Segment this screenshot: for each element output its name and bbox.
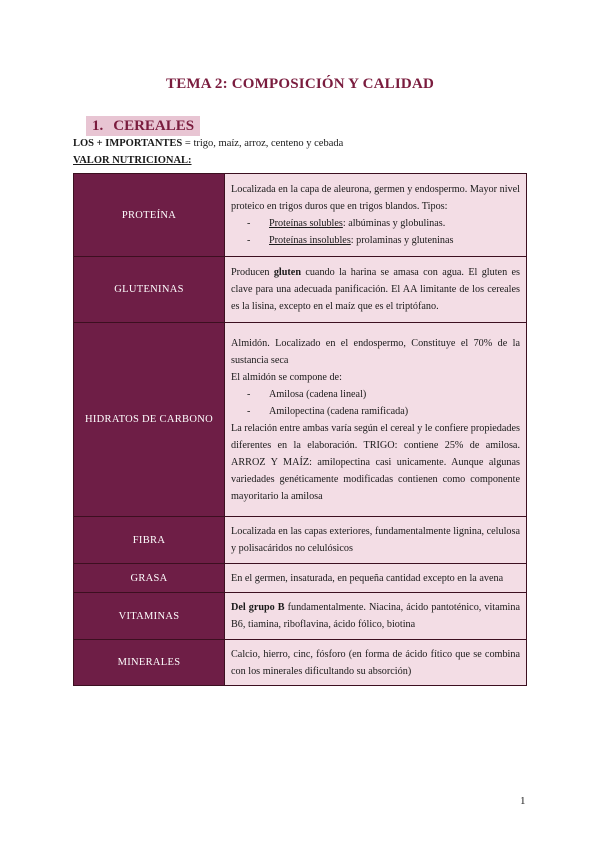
row-value-minerales: Calcio, hierro, cinc, fósforo (en forma de ácido fítico que se combina con los minerales dificultando su absorción) xyxy=(225,640,527,686)
table-row xyxy=(74,323,527,517)
important-text: = trigo, maíz, arroz, centeno y cebada xyxy=(182,138,344,149)
row-label-fibra: FIBRA xyxy=(74,517,225,564)
valor-nutricional-heading: VALOR NUTRICIONAL: xyxy=(73,155,192,166)
row-label-hidratos: HIDRATOS DE CARBONO xyxy=(74,323,225,517)
grupo-b-bold: Del grupo B xyxy=(231,602,285,613)
row-value-vitaminas: Del grupo B fundamentalmente. Niacina, ácido pantoténico, vitamina B6, tiamina, riboflavina, ácido fólico, biotina xyxy=(225,593,527,640)
table-row xyxy=(74,174,527,257)
row-label-gluteninas: GLUTENINAS xyxy=(74,257,225,323)
table-row xyxy=(74,564,527,593)
nutrition-table xyxy=(73,173,527,686)
hidratos-p2: El almidón se compone de: xyxy=(231,371,342,383)
list-item: - Amilopectina (cadena ramificada) xyxy=(247,405,409,417)
term-proteinas-solubles: Proteínas solubles xyxy=(269,218,343,229)
section-title: CEREALES xyxy=(113,118,195,134)
row-label-proteina: PROTEÍNA xyxy=(74,174,225,257)
proteina-text: Localizada en la capa de aleurona, germen y endospermo. Mayor nivel proteico en trigos duros que en trigos blandos. Tipos: xyxy=(231,184,520,212)
page-title: TEMA 2: COMPOSICIÓN Y CALIDAD xyxy=(165,76,435,92)
row-value-hidratos xyxy=(225,323,527,517)
row-value-proteina xyxy=(225,174,527,257)
row-value-gluteninas: Producen gluten cuando la harina se amasa con agua. El gluten es clave para una adecuada panificación. El AA limitante de los cereales es la lisina, excepto en el maíz que es el triptófano. xyxy=(225,257,527,323)
row-label-vitaminas: VITAMINAS xyxy=(74,593,225,640)
table-row xyxy=(74,517,527,564)
section-number: 1. xyxy=(92,118,104,134)
hidratos-p1: Almidón. Localizado en el endospermo, Constituye el 70% de la sustancia seca xyxy=(231,337,520,366)
important-cereals-line xyxy=(73,138,343,149)
table-row xyxy=(74,640,527,686)
page-number: 1 xyxy=(520,795,526,807)
row-label-grasa: GRASA xyxy=(74,564,225,593)
list-item: - Amilosa (cadena lineal) xyxy=(247,388,367,400)
row-value-fibra: Localizada en las capas exteriores, fundamentalmente lignina, celulosa y polisacáridos no celulósicos xyxy=(225,517,527,564)
term-proteinas-insolubles: Proteínas insolubles xyxy=(269,235,351,246)
important-label: LOS + IMPORTANTES xyxy=(73,138,183,149)
gluten-bold: gluten xyxy=(273,267,301,278)
hidratos-p3: La relación entre ambas varía según el cereal y le confiere propiedades diferentes en la elaboración. TRIGO: contiene 25% de amilosa. ARROZ Y MAÍZ: amilopectina casi unicamente. Aunque algunas variedades genéticamente modificadas contienen como componente mayoritario la amilosa xyxy=(231,422,520,502)
list-item: - Proteínas insolubles: prolaminas y gluteninas xyxy=(247,235,454,246)
row-value-grasa: En el germen, insaturada, en pequeña cantidad excepto en la avena xyxy=(225,564,527,593)
table-row xyxy=(74,593,527,640)
section-heading xyxy=(86,116,200,136)
list-item: - Proteínas solubles: albúminas y globulinas. xyxy=(247,218,446,229)
table-row xyxy=(74,257,527,323)
row-label-minerales: MINERALES xyxy=(74,640,225,686)
